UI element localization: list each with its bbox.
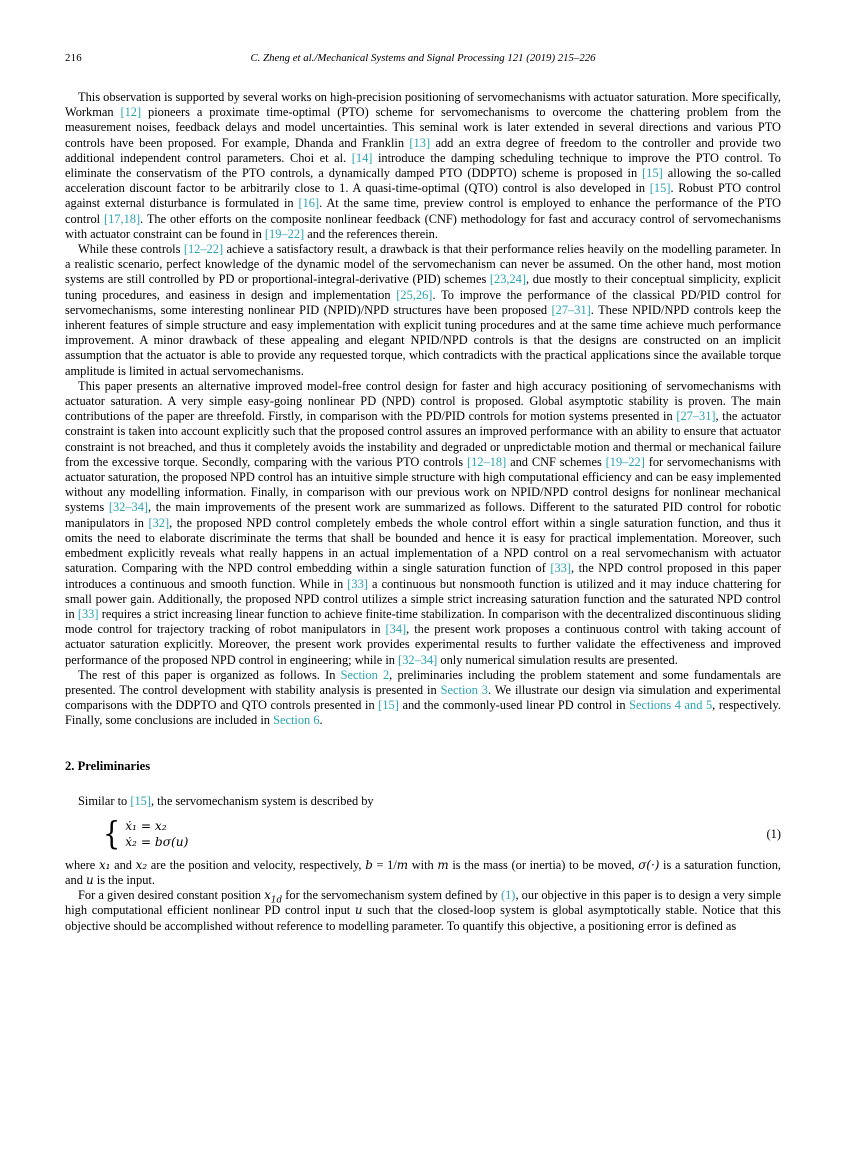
paragraph: For a given desired constant position $x_{1d}$ for the servomechanism system defined by (1), our objective in this paper is to design a very simple high computational efficient nonlinear PD control input u such that the closed-loop system is global asymptotically stable. Notice that this objective should be accomplished without reference to modelling parameter. To quantify this objective, a positioning error is defined as <box>65 888 782 933</box>
citation-link[interactable]: [27–31] <box>551 302 591 317</box>
citation-link[interactable]: (1) <box>500 888 516 903</box>
citation-link[interactable]: [14] <box>351 150 373 165</box>
introduction-text <box>65 90 781 729</box>
math-variable: m <box>396 857 409 872</box>
citation-link[interactable]: Section 6 <box>273 713 320 728</box>
paragraph: Similar to [15], the servomechanism system is described by <box>78 793 374 808</box>
citation-link[interactable]: [15] <box>378 698 399 713</box>
citation-link[interactable]: [12–22] <box>183 242 224 257</box>
citation-link[interactable]: [25,26] <box>396 287 433 302</box>
paragraph: The rest of this paper is organized as follows. In Section 2, preliminaries including the problem statement and some fundamentals are presented. The control development with stability analysis is presented in Section 3. We illustrate our design via simulation and experimental comparisons with the DDPTO and QTO controls presented in [15] and the commonly-used linear PD control in Sections 4 and 5, respectively. Finally, some conclusions are included in Section 6. <box>65 667 781 728</box>
section-heading-preliminaries: 2. Preliminaries <box>65 758 151 773</box>
section2-lead-text <box>65 794 781 809</box>
citation-link[interactable]: [16] <box>298 196 320 211</box>
paragraph: This observation is supported by several works on high-precision positioning of servomechanisms with actuator saturation. More specifically, Workman [12] pioneers a proximate time-optimal (PTO) scheme for servomechanisms to overcome the chattering problem from the measurement noises, feedback delays and model uncertainties. This seminal work is later extended in several directions and various PTO controls have been proposed. For example, Dhanda and Franklin [13] add an extra degree of freedom to the controller and provide two additional independent control parameters. Choi et al. [14] introduce the damping scheduling technique to improve the PTO control. To eliminate the conservatism of the PTO controls, a dynamically damped PTO (DDPTO) scheme is proposed in [15] allowing the so-called acceleration discount factor to be arbitrarily close to 1. A quasi-time-optimal (QTO) control is also developed in [15]. Robust PTO control against external disturbance is formulated in [16]. At the same time, preview control is employed to enhance the performance of the PTO control [17,18]. The other efforts on the composite nonlinear feedback (CNF) methodology for fast and accuracy control of servomechanisms with actuator constraint can be found in [19–22] and the references therein. <box>65 90 782 241</box>
math-variable: x₂ <box>135 857 148 872</box>
citation-link[interactable]: [33] <box>347 576 368 591</box>
math-variable: x₁ <box>98 857 111 872</box>
math-variable: σ(·) <box>638 857 660 872</box>
citation-link[interactable]: [15] <box>642 166 663 181</box>
citation-link[interactable]: [27–31] <box>676 409 716 424</box>
paragraph: This paper presents an alternative improved model-free control design for faster and high accuracy positioning of servomechanisms with actuator saturation. A very simple easy-going nonlinear PD (NPD) control is proposed. Global asymptotic stability is proven. The main contributions of the paper are threefold. Firstly, in comparison with the PD/PID controls for motion systems presented in [27–31], the actuator constraint is taken into account explicitly such that the proposed control assures an improved performance with an ability to ensure that actuator constraint is not breached, and thus it completely avoids the instability and degraded or unpredictable motion and thermal or mechanical failure from the excessive torque. Secondly, comparing with the various PTO controls [12–18] and CNF schemes [19–22] for servomechanisms with actuator saturation, the proposed NPD control has an intuitive simple structure with high computational efficiency and can be easy implemented without any modelling information. Finally, in comparison with our previous work on NPID/NPD control designs for nonlinear mechanical systems [32–34], the main improvements of the present work are summarized as follows. Different to the saturated PID control for robotic manipulators in [32], the proposed NPD control completely embeds the whole control effort within a single saturation function, and thus it omits the need to elaborate discriminate the terms that shall be bounded and hence it is easy for practical implementation. Moreover, such embedment explicitly reveals what really happens in an actual implementation of a NPD control on a real servomechanism with actuator saturation. Comparing with the NPD control embedding within a single saturation function of [33], the NPD control proposed in this paper introduces a continuous and smooth function. While in [33] a continuous but nonsmooth function is utilized and it may induce chattering for small power gain. Additionally, the proposed NPD control utilizes a simple strict increasing saturation function and the saturated NPD control in [33] requires a strict increasing linear function to achieve finite-time stabilization. In comparison with the decentralized discontinuous sliding mode control for trajectory tracking of robot manipulators in [34], the present work proposes a continuous control with taking account of actuator saturation explicitly. Moreover, the present work provides experimental results to further validate the effectiveness and improved performance of the proposed NPD control in engineering; while in [32–34] only numerical simulation results are presented. <box>65 378 781 667</box>
citation-link[interactable]: [19–22] <box>264 226 305 241</box>
citation-link[interactable]: [12–18] <box>467 454 507 469</box>
left-brace-icon: { <box>103 815 121 853</box>
citation-link[interactable]: [15] <box>130 793 151 808</box>
citation-link[interactable]: Section 2 <box>340 667 390 682</box>
citation-link[interactable]: Section 3 <box>440 682 488 697</box>
math-variable: x <box>264 888 271 903</box>
math-variable: u <box>354 903 363 918</box>
math-subscript: 1d <box>270 895 283 906</box>
citation-link[interactable]: [19–22] <box>605 454 645 469</box>
paragraph: where x₁ and x₂ are the position and velocity, respectively, b = 1/m with m is the mass (or inertia) to be moved, σ(·) is a saturation function, and u is the input. <box>65 857 782 887</box>
section2-after-text <box>65 858 781 934</box>
equation-lines <box>125 818 188 851</box>
citation-link[interactable]: [32] <box>148 515 170 530</box>
equation-body <box>103 815 189 853</box>
citation-link[interactable]: [23,24] <box>489 272 527 287</box>
citation-link[interactable]: [32–34] <box>108 500 149 515</box>
equation-line: ẋ₂ = bσ(u) <box>125 835 189 850</box>
citation-link[interactable]: [15] <box>649 181 671 196</box>
citation-link[interactable]: [34] <box>385 622 407 637</box>
page-header <box>0 0 846 68</box>
math-variable: u <box>86 872 94 887</box>
citation-link[interactable]: [33] <box>77 606 99 621</box>
running-head: C. Zheng et al./Mechanical Systems and Signal Processing 121 (2019) 215–226 <box>250 52 596 64</box>
citation-link[interactable]: [12] <box>120 105 142 120</box>
citation-link[interactable]: Sections 4 and 5 <box>629 698 713 713</box>
citation-link[interactable]: [13] <box>409 135 431 150</box>
citation-link[interactable]: [33] <box>550 561 571 576</box>
math-variable: m <box>437 857 449 872</box>
page-number: 216 <box>65 52 82 64</box>
equation-number: (1) <box>766 826 781 841</box>
article-body <box>0 68 846 934</box>
citation-link[interactable]: [32–34] <box>398 652 438 667</box>
equation-block <box>65 815 781 853</box>
math-variable: b <box>365 857 373 872</box>
equation-line: ẋ₁ = x₂ <box>125 818 167 833</box>
paragraph: While these controls [12–22] achieve a satisfactory result, a drawback is that their performance relies heavily on the modelling parameter. In a realistic scenario, perfect knowledge of the dynamic model of the servomechanism can never be assumed. On the other hand, most motion systems are still controlled by PD or proportional-integral-derivative (PID) schemes [23,24], due mostly to their conceptual simplicity, explicit tuning procedures, and easiness in design and implementation [25,26]. To improve the performance of the classical PD/PID control for servomechanisms, some interesting nonlinear PID (NPID)/NPD structures have been proposed [27–31]. These NPID/NPD controls keep the inherent features of simple structure and easy implementation with explicit tuning procedures and at the same time achieve much performance improvement. A minor drawback of these appealing and elegant NPID/NPD controls is that the designs are constructed on an implicit assumption that the actuator is able to provide any requested torque, which contradicts with the practical applications since the available torque amplitude is limited in actual servomechanisms. <box>65 242 781 378</box>
citation-link[interactable]: [17,18] <box>103 211 141 226</box>
